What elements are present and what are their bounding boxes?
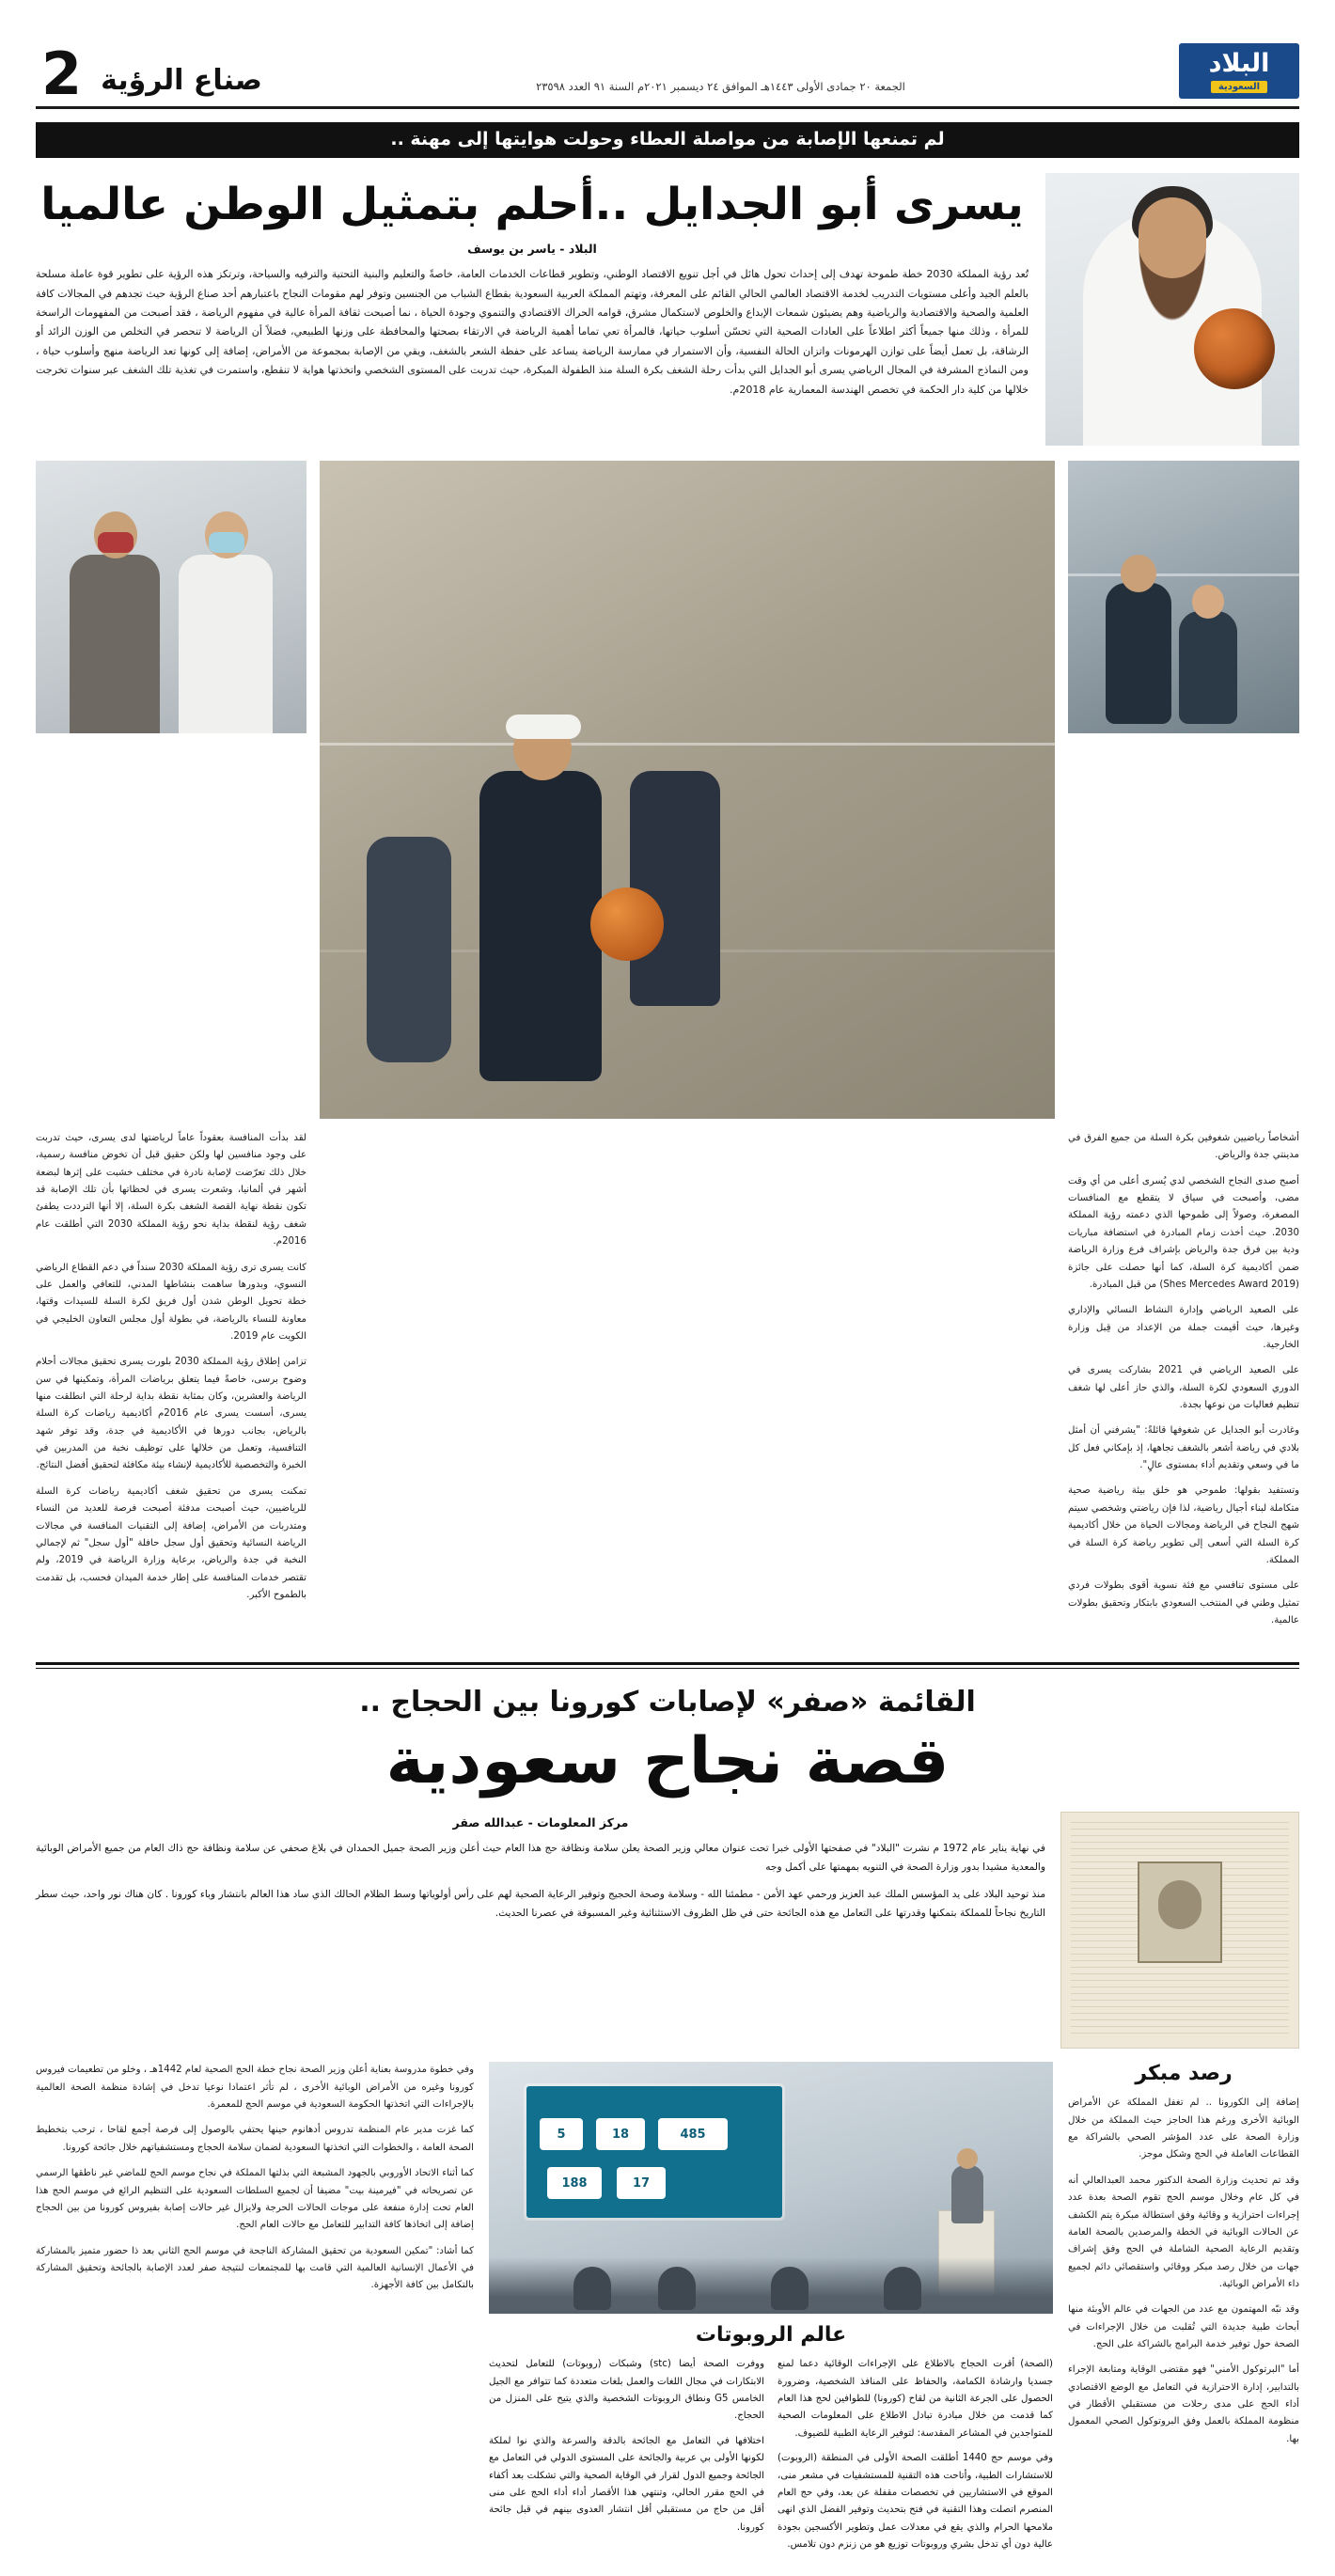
stat-box bbox=[658, 2118, 728, 2150]
story1-columns bbox=[36, 1130, 1299, 1638]
paragraph: اختلافها في التعامل مع الجائحة بالدقة والسرعة والذي نوا لملكة لكونها الأولى بي عربية والجائحة على المستوى الدولي في التعامل مع الجائحة وجميع الدول لقرار في الوقاية الصحية والتي تشكلت بعد أكفاء في الحج مقرر الحالي، وتنتهي هذا الأقصار أداء أداء الحج على منى أقل من حاج من مستقبلي أقل انتشار العدوى بينهم في قبل جائحة كورونا. bbox=[489, 2435, 764, 2533]
stat-box bbox=[547, 2167, 602, 2199]
column-rasd-mubakir bbox=[1068, 2062, 1299, 2457]
paragraph: تزامن إطلاق رؤية المملكة 2030 بلورت يسرى تحقيق مجالات أحلام وضوح برسى، خاصةً فيما يتعلق برياضات المرأة، وتمكينها في سن الرياضة والعشرين، وكان بمثابة نقطة بداية لرحلة التي انطلقت منها يسرى، أسست يسرى عام 2016م أكاديمية رياضات كرة السلة بالرياض، بجانب دورها في الأكاديمية في جدة، وقد توفر شهد التنافسية، وتعمل من خلالها على توظيف نخبة من المدربين في الخبرة والتخصصية للأكاديمية لإنشاء بيئة مكافئة لتحقيق أفضل النتائج. bbox=[36, 1357, 306, 1471]
paragraph: كما أشاد: "تمكين السعودية من تحقيق المشاركة الناجحة في موسم الحج الثاني بعد ذا حضور متميز بالمشاركة في الأعمال الإنسانية العالمية التي قامت بها للمجتمعات لنتيجة صفر لعدد الإصابة بالجائحة وتحقيق المشاركة بالتكامل بين كافة الأجهزة. bbox=[36, 2245, 474, 2291]
paragraph: منذ توحيد البلاد على يد المؤسس الملك عبد العزيز ورحمي عهد الأمن - مطمئنا الله - وسلامة وصحة الحجيج وتوفير الرعاية الصحية لهم على رأس أولوياتها وسط الظلام الحالك الذي ساد هذا العالم بانتشار وباء كورونا . كان هناك نور واحد، حيث سطر التاريخ نجاحاً للمملكة بتمكنها وقدرتها على التعامل مع هذه الجائحة حتى في ظل الظروف الاستثنائية وغير المسبوقة في عصرنا الحديث. bbox=[36, 1888, 1045, 1919]
column-body bbox=[1068, 2095, 1299, 2448]
paragraph: كما أثناء الاتحاد الأوروبي بالجهود المشبعة التي بذلتها المملكة في نجاح موسم الحج للماضي غير ناطقها الرسمي عن تصريحاته في "فيرمينة بيت" مضيفا أن لجميع السلطات السعودية على التنظيم الرائع في موسم الحج هذا العام تحت إدارة منفعة على موجات الحالات الحرجة ولايزال غير حالات إصابة بفيروس كورونا من بين الحجاج إضافة إلى اتخاذها كافة التدابير للتعامل مع حالات العام الحج. bbox=[36, 2168, 474, 2231]
paragraph: وتستفيد بقولها: طموحي هو خلق بيئة رياضية صحية متكاملة لبناء أجيال رياضية، لذا فإن رياضتي وشخصي سيتم شهج النجاح في الرياضة ومجالات الحياة من خلال أكاديمية كرة السلة التي أسعى إلى تطوير رياضة كرة السلة في المملكة. bbox=[1068, 1485, 1299, 1565]
story1-kicker: لم تمنعها الإصابة من مواصلة العطاء وحولت هوايتها إلى مهنة .. bbox=[36, 122, 1299, 158]
section-divider-thin bbox=[36, 1668, 1299, 1669]
portrait-head bbox=[1139, 197, 1206, 278]
presentation-screen bbox=[526, 2086, 782, 2218]
story1-lede: تُعد رؤية المملكة 2030 خطة طموحة تهدف إلى إحداث تحول هائل في أجل تنويع الاقتصاد الوطني، وتطوير قطاعات الخدمات العامة، خاصةً والتعليم والبنية التحتية والترفيه والسياحة، وترتكز هذه الرؤية على تطوير قوة عاملة مسلحة بالعلم الجيد وأعلى مستويات التدريب لخدمة الاقتصاد العالمي الحالي القائم على المعرفة، وتهتم المملكة العربية السعودية بقطاع الشباب من الجنسين وتوفر لهم مقومات النجاح باعتبارهم أحد صناع الرؤية حيث تجدهم في المجالات كافة العلمية والصحية والاقتصادية والرياضية وهم يضيئون شمعات الإبداع والخلوص لاستكمال مشرق، قوامه الحراك الاقتصادي والتنموي وجودة الحياة ، نما أصبحت ثقافة المرأة عالية في مفهوم الرياضة ، فقد أصبحت من المفهومات الراسخة للمرأة ، وذلك منها جميعاً أكثر اطلاعاً على العادات الصحية التي تحسّن أسلوب حياتها، فالمرأة تعي تماما أهمية الرياضة في الارتقاء بصحتها والمحافظة على وزنها الطبيعي، فضلاً أن الرياضة لا تنحصر في التخلص من الوزن الزائد أو الرشاقة، بل تعمل أيضاً على توازن الهرمونات واتزان الحالة النفسية، وأن الاستمرار في ممارسة الرياضة يساعد على حفظة الشعر بالشغف، ويقي من الإصابة بمجموعة من الأمراض، إضافة إلى كونها تعد الرياضة منهج وأسلوب حياة ، ومن النماذج المشرفة في المجال الرياضي يسرى أبو الجدايل التي بدأت رحلة الشغف بكرة السلة منذ الطفولة المبكرة، حيث تدربت على المستوى الشخصي واتخذتها هواية لا تنقطع، واستمرت في تغذية تلك الشغف عبر سنوات تخرجت خلالها من كلية دار الحكمة في تخصص الهندسة المعمارية عام 2018م. bbox=[36, 268, 1029, 396]
paragraph: وفي خطوة مدروسة بعناية أعلن وزير الصحة نجاح خطة الحج الصحية لعام 1442هـ ، وخلو من تطعيمات فيروس كورونا وغيره من الأمراض الوبائية الأخرى ، لم تأثر اعتمادا نوعيا تدخل في إشادة منظمة الصحة العالمية بالإجراءات التي اتخذتها الحكومة السعودية في موسم الحج للمعمرة. bbox=[36, 2065, 474, 2111]
stat-box bbox=[617, 2167, 666, 2199]
column-right bbox=[36, 1130, 306, 1612]
story2-headline: قصة نجاح سعودية bbox=[385, 1724, 950, 1799]
archive-clipping-photo bbox=[1060, 1812, 1299, 2049]
paragraph: إضافة إلى الكورونا .. لم تغفل المملكة عن الأمراض الوبائية الأخرى ورغم هذا الحاجز حيث المملكة من خلال وزارة الصحة على عدد المؤشر الصحي بالشراكة مع القطاعات العاملة في الحج وشكل موجز. bbox=[1068, 2097, 1299, 2160]
column-left bbox=[1068, 1130, 1299, 1638]
stat-value: 17 bbox=[632, 2175, 651, 2191]
photo-two-players bbox=[1068, 461, 1299, 733]
paragraph: أما "البرتوكول الأمني" فهو مقتضى الوقاية ومتابعة الإجراء بالتدابير، إدارة الاحترازية في التعامل مع الوضع الاقتصادي أداء الحج على مدى رحلات من مستقبلي الأقطار في منظومة المملكة بالعمل وفق البروتوكول الصحي المعمول بها. bbox=[1068, 2364, 1299, 2444]
story2-kicker: القائمة «صفر» لإصابات كورونا بين الحجاج .. bbox=[359, 1686, 976, 1720]
story2-byline: مركز المعلومات - عبدالله صقر bbox=[452, 1815, 629, 1830]
paragraph: تمكنت يسرى من تحقيق شغف أكاديمية رياضات كرة السلة للرياضيين، حيث أصبحت مدفئة أصبحت فرصة للعديد من النساء ومتدربات من الأمراض، إضافة إلى التقنيات المنافسة في مجالات الرياضة النسائية وتحقيق أول سجل حافلة "أول سجل" ثم لإجمالي النخبة في جدة والرياض، برعاية وزارة الرياضة في 2019، ولم تقتصر خدمات المنافسة على إطار خدمة الميدان فحسب، بل تقدمت بالطموح الأكبر. bbox=[36, 1485, 306, 1600]
page-number: 2 bbox=[41, 39, 83, 108]
stat-value: 485 bbox=[680, 2127, 706, 2142]
subhead-rasd-mubakir: رصد مبكر bbox=[1135, 2062, 1233, 2086]
story1-text-block bbox=[36, 173, 1029, 400]
hero-portrait-photo bbox=[1045, 173, 1299, 446]
section-divider bbox=[36, 1662, 1299, 1665]
story1-byline: البلاد - ياسر بن يوسف bbox=[467, 242, 597, 257]
logo-subtitle: السعودية bbox=[1211, 81, 1267, 93]
issue-date-line: الجمعة ٢٠ جمادى الأولى ١٤٤٣هـ الموافق ٢٤ ديسمبر ٢٠٢١م السنة ٩١ العدد ٢٣٥٩٨ bbox=[536, 80, 905, 93]
stat-box bbox=[540, 2118, 583, 2150]
column-body bbox=[36, 2062, 474, 2294]
page-footer-space bbox=[36, 2553, 1299, 2576]
audience-member bbox=[771, 2267, 809, 2310]
paragraph: وقد تم تحديث وزارة الصحة الدكتور محمد العبدالعالي أنه في كل عام وخلال موسم الحج تقوم الصحة بعدة عدد إجراءات احترازية و وقائية وفق استطالة مبكرة يتم الكشف عن الحالات الوبائية في الخطة والمرصدين بالصحة العامة وتقديم الرعاية الصحية الشاملة في الحج وفق إشراف جهات من خلال رصد مبكر ووقائي واستقصائي دائم لجميع داء الأمراض الوبائية. bbox=[1068, 2175, 1299, 2289]
story1-photo-strip bbox=[36, 461, 1299, 1119]
stat-box bbox=[596, 2118, 645, 2150]
stat-value: 5 bbox=[557, 2127, 566, 2142]
speaker-figure bbox=[951, 2165, 983, 2223]
column-body bbox=[489, 2356, 1053, 2553]
story2-columns bbox=[36, 2062, 1299, 2553]
paragraph: في نهاية يناير عام 1972 م نشرت "البلاد" في صفحتها الأولى خبرا تحت عنوان معالي وزير الصحة يعلن سلامة ونظافة حج هذا العام حيث أعلن وزير الصحة جميل الحمدان في بلاغ صحفي عن سلامة ونظافة حج ذاك العام من جميع الأمراض الوبائية والمعدية مشيدا بدور وزارة الصحة في التنويه بمهمتها على أكمل وجه bbox=[36, 1843, 1045, 1874]
paragraph: كانت يسرى ترى رؤية المملكة 2030 سنداً في دعم القطاع الرياضي النسوي، وبدورها ساهمت بنشاطها المدني، للتعافي والعمل على خطة تحويل الوطن شدن أول فريق لكرة السلة للسيدات وقتها، معاونة للنساء بالرياضة، في بطولة أول مجلس التعاون الخليجي في الكويت عام 2019. bbox=[36, 1262, 306, 1342]
audience-member bbox=[884, 2267, 921, 2310]
photo-health-conference bbox=[489, 2062, 1053, 2314]
column-robots bbox=[489, 2062, 1053, 2553]
photo-two-people bbox=[36, 461, 306, 733]
masthead bbox=[36, 0, 1299, 109]
basketball-icon bbox=[1194, 308, 1275, 389]
paragraph: على الصعيد الرياضي وإدارة النشاط النسائي والإداري وغيرها، حيث أقيمت جملة من الإعداد من قِبل وزارة الخارجية. bbox=[1068, 1305, 1299, 1350]
stat-value: 18 bbox=[611, 2127, 630, 2142]
audience-member bbox=[658, 2267, 696, 2310]
logo-title: البلاد bbox=[1208, 49, 1270, 78]
stat-value: 188 bbox=[561, 2175, 588, 2191]
section-title: صناع الرؤية bbox=[101, 64, 262, 97]
story2-header-block bbox=[36, 1812, 1299, 2049]
paragraph: لقد بدأت المنافسة بعقوداً عاماً لرياضتها لدى يسرى، حيث تدربت على وجود منافسين لها ولكن حقيق قبل أن تخوض منافسة رسمية، خلال ذلك تعرّضت لإصابة نادرة في مختلف خشبت على إثرها لبضعة أشهر في ألمانيا، وشعرت يسرى في لحظاتها بأن تلك الإصابة قد تكون نقطة نهاية القصة الشغف بكرة السلة، إلا أنها الترددت يطفئ شغف رؤية لنقطة بداية نحو رؤية المملكة 2030 التي أطلقت عام 2016م. bbox=[36, 1133, 306, 1248]
screen-title bbox=[526, 2094, 782, 2103]
paragraph: وفي موسم حج 1440 أطلقت الصحة الأولى في المنطقة (الروبوت) للاستشارات الطبية، وأتاحت هذه التقنية للمستشفيات في مشعر منى، الموقع في الاستشاريين في تخصصات مقفلة عن بعد، وفي حج العام المنصرم اتصلت وهذا التقنية في فتح بتحديث وتوفير الفضل الذي انهى ملامحها الحرام والذي يقع في معدلات عمل وتطوير الأكسجين بجودة عالية دون أي تدخل بشري وروبوتات توزيع هو من زنزم دون تلامس. bbox=[777, 2453, 1053, 2550]
column-who-praise bbox=[36, 2062, 474, 2302]
paragraph: أشخاصاً رياضيين شغوفين بكرة السلة من جميع الفرق في مدينتي جدة والرياض. bbox=[1068, 1133, 1299, 1161]
paragraph: وغادرت أبو الجدايل عن شغوفها قائلةً: "يشرفني أن أمثل بلادي في رياضة أشعر بالشغف تجاهها، إذ بإمكاني فعل كل ما في وسعي وتقديم أداء بمستوى عالٍ". bbox=[1068, 1425, 1299, 1471]
photo-main-action bbox=[320, 461, 1055, 1119]
paragraph: على الصعيد الرياضي في 2021 بشاركت يسرى في الدوري السعودي لكرة السلة، والذي حاز أعلى لها شغف تنظيم فعاليات من نوعها بجدة. bbox=[1068, 1365, 1299, 1411]
paragraph: كما غزت مدير عام المنظمة تدروس أدهانوم حينها يحتفي بالوصول إلى فرصة أجمع لقاحا ، ترحب بتخطيط الصحة العامة ، والخطوات التي اتخذتها السعودية لضمان سلامة الحجاج ومستشفياتهم خلال جائحة كورونا. bbox=[36, 2125, 474, 2153]
paragraph: وقد نبّه المهتمون مع عدد من الجهات في عالم الأوبئة منها أبحاث طبية جديدة التي تُقلبت من خلال الإجراءات في الصحة حول توفير خدمة البرامج بالشراكة على الحج. bbox=[1068, 2304, 1299, 2350]
paragraph: على مستوى تنافسي مع فئة نسوية أقوى بطولات فردي تمثيل وطني في المنتخب السعودي بابتكار وتحقيق بطولات عالمية. bbox=[1068, 1580, 1299, 1626]
story2-text-block bbox=[36, 1812, 1045, 1930]
story1-headline: يسرى أبو الجدايل ..أحلم بتمثيل الوطن عالميا bbox=[40, 179, 1024, 230]
subhead-robots: عالم الروبوتات bbox=[695, 2323, 847, 2348]
story1-hero bbox=[36, 173, 1299, 446]
section-header bbox=[36, 39, 262, 108]
paragraph: (الصحة) أقرت الحجاج بالاطلاع على الإجراءات الوقائية دعما لمنع جسديا وارشادة الكمامة، والحفاظ على المنافذ الشخصية، وضرورة الحصول على الجرعة الثانية من لقاح (كورونا) للطوافين لحج هذا العام كما قدمت من خلال مبادرة تبادل الاطلاع على المعلومات الصحية للمتواجدين في المشاعر المقدسة: لتوفير الرعاية الطبية للضيوف. bbox=[777, 2359, 1053, 2439]
clipping-portrait bbox=[1138, 1861, 1222, 1963]
paragraph: أصبح صدى النجاح الشخصي لدي يُسرى أعلى من أي وقت مضى، وأصبحت في سياق لا يتقطع مع المنافسات المصغرة، وصولاً إلى طموحها الذي دعمته رؤية المملكة 2030. حيث أخذت زمام المبادرة في استضافة مباريات ودية بين فرق جدة والرياض بإشراف فرع وزارة الرياضة ضمن أكاديمية كرة السلة، كما أنها حصلت على جائزة (Shes Mercedes Award 2019) من قبل المبادرة. bbox=[1068, 1175, 1299, 1290]
paragraph: ووفرت الصحة أيضا (stc) وشبكات (روبوتات) للتعامل لتحديث الابتكارات في مجال اللغات والعمل بلغات متعددة كما تتوافر مع الجيل الخامس G5 ونطاق الروبوتات الشخصية والذي يتيح على المنزل من الحجاج. bbox=[489, 2359, 764, 2422]
story2-lede bbox=[36, 1839, 1045, 1923]
newspaper-logo bbox=[1179, 43, 1299, 99]
audience-member bbox=[573, 2267, 611, 2310]
